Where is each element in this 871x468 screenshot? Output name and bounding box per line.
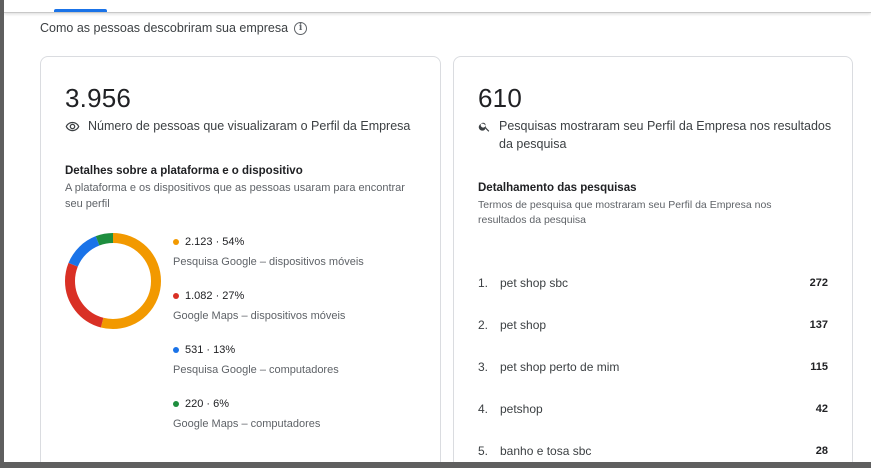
search-term-rank: 4. <box>478 402 489 416</box>
profile-views-count: 3.956 <box>65 83 132 113</box>
search-term-count: 28 <box>815 445 828 457</box>
search-breakdown-desc <box>478 198 772 228</box>
legend-label: Google Maps – dispositivos móveis <box>173 310 346 322</box>
section-heading <box>40 21 307 35</box>
legend-dot-blue-icon <box>173 347 179 353</box>
searches-label-line2: da pesquisa <box>499 137 567 151</box>
legend-label: Google Maps – computadores <box>173 418 321 430</box>
legend-dot-orange-icon <box>173 239 179 245</box>
search-term-text: pet shop perto de mim <box>500 360 620 374</box>
legend-value: 220 · 6% <box>185 398 230 410</box>
legend-item-google-maps-mobile <box>173 290 345 322</box>
legend-value: 1.082 · 27% <box>185 290 245 302</box>
search-term-row <box>478 304 828 346</box>
eye-icon <box>65 117 80 135</box>
search-term-text: petshop <box>500 402 543 416</box>
search-term-rank: 1. <box>478 276 489 290</box>
platform-breakdown-desc-line1: A plataforma e os dispositivos que as pessoas usaram para encontrar <box>65 182 405 194</box>
search-term-rank: 5. <box>478 444 489 458</box>
platform-breakdown-desc <box>65 180 405 212</box>
search-term-row <box>478 388 828 430</box>
legend-item-google-search-mobile <box>173 236 364 268</box>
search-term-rank: 3. <box>478 360 489 374</box>
search-icon <box>478 117 491 135</box>
search-term-text: pet shop sbc <box>500 276 569 290</box>
searches-count: 610 <box>478 83 522 113</box>
platform-breakdown-desc-line2: seu perfil <box>65 198 110 210</box>
search-term-count: 272 <box>809 277 828 289</box>
search-term-count: 115 <box>810 361 828 373</box>
search-breakdown-title: Detalhamento das pesquisas <box>478 182 637 194</box>
profile-views-label-text: Número de pessoas que visualizaram o Perfil da Empresa <box>88 119 411 133</box>
profile-views-card <box>40 56 441 462</box>
search-term-count: 137 <box>809 319 828 331</box>
legend-label: Pesquisa Google – dispositivos móveis <box>173 256 364 268</box>
performance-dialog <box>4 0 871 462</box>
legend-dot-red-icon <box>173 293 179 299</box>
modal-backdrop-bottom[interactable] <box>0 462 871 468</box>
search-breakdown-desc-line2: resultados da pesquisa <box>478 214 586 226</box>
search-breakdown-desc-line1: Termos de pesquisa que mostraram seu Perfil da Empresa nos <box>478 199 772 211</box>
legend-value: 531 · 13% <box>185 344 236 356</box>
search-term-text: banho e tosa sbc <box>500 444 592 458</box>
active-tab-indicator[interactable] <box>54 9 107 12</box>
search-term-row <box>478 262 828 304</box>
searches-label-text <box>499 117 831 153</box>
legend-dot-green-icon <box>173 401 179 407</box>
searches-card <box>453 56 853 462</box>
platform-donut-chart[interactable] <box>65 233 161 329</box>
search-terms-list <box>478 262 828 462</box>
legend-item-google-maps-desktop <box>173 398 320 430</box>
platform-breakdown-title: Detalhes sobre a plataforma e o dispositivo <box>65 165 303 177</box>
search-term-count: 42 <box>815 403 828 415</box>
search-term-row <box>478 430 828 462</box>
search-term-text: pet shop <box>500 318 547 332</box>
legend-item-google-search-desktop <box>173 344 339 376</box>
search-term-rank: 2. <box>478 318 489 332</box>
legend-label: Pesquisa Google – computadores <box>173 364 339 376</box>
search-term-row <box>478 346 828 388</box>
section-title-text: Como as pessoas descobriram sua empresa <box>40 21 289 35</box>
searches-label <box>478 117 831 153</box>
profile-views-label <box>65 117 410 135</box>
legend-value: 2.123 · 54% <box>185 236 245 248</box>
info-icon[interactable]: i <box>294 22 307 35</box>
tab-bar <box>4 0 871 13</box>
searches-label-line1: Pesquisas mostraram seu Perfil da Empresa nos resultados <box>499 119 832 133</box>
